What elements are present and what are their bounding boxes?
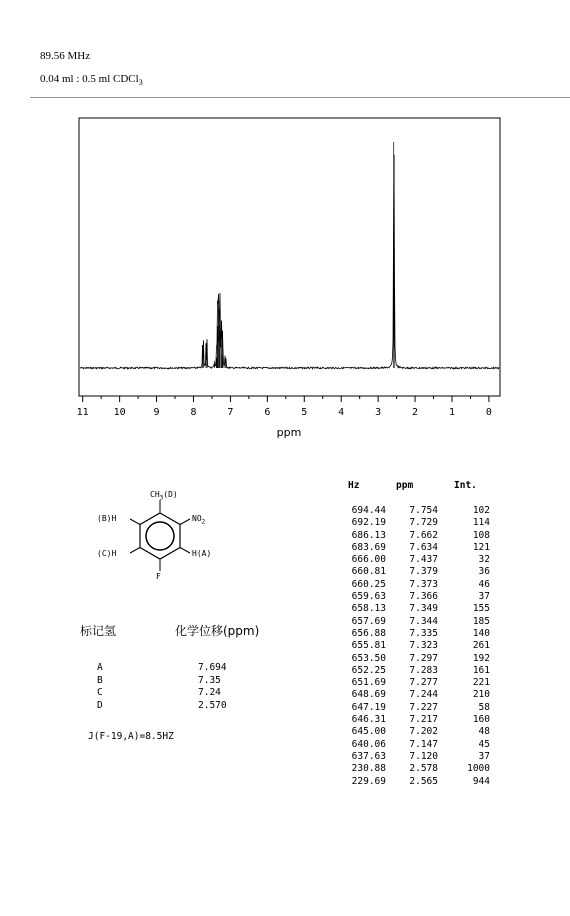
assignment-row bbox=[97, 687, 257, 700]
x-tick-label: 2 bbox=[412, 407, 419, 418]
peak-row bbox=[336, 628, 496, 640]
peak-hz: 651.69 bbox=[351, 677, 386, 689]
assignment-shift: 7.35 bbox=[198, 674, 221, 686]
peak-hz: 648.69 bbox=[351, 689, 386, 701]
peak-hz: 652.25 bbox=[351, 664, 386, 676]
peak-row bbox=[336, 554, 496, 566]
spectrum-peaks bbox=[203, 142, 395, 368]
peak-int: 221 bbox=[472, 677, 490, 689]
sample-subscript: 3 bbox=[138, 78, 143, 88]
peak-ppm: 7.729 bbox=[409, 517, 438, 529]
assignment-label: D bbox=[97, 699, 103, 711]
peak-int: 944 bbox=[472, 775, 490, 787]
no2-label: $NO_2$ bbox=[192, 514, 206, 526]
x-tick-label: 7 bbox=[227, 407, 234, 418]
peak-int: 102 bbox=[472, 505, 490, 516]
peak-hz: 646.31 bbox=[351, 714, 386, 726]
peak-hz: 637.63 bbox=[351, 750, 386, 762]
peak-row bbox=[336, 677, 496, 689]
peak-ppm: 7.227 bbox=[409, 701, 438, 713]
peak-row bbox=[336, 591, 496, 603]
x-tick-label: 8 bbox=[190, 407, 197, 418]
peak-row bbox=[336, 665, 496, 677]
assignment-shift: 7.24 bbox=[198, 687, 221, 698]
assignment-label: B bbox=[97, 674, 103, 686]
peak-hz: 686.13 bbox=[351, 529, 386, 541]
peak-hz: 683.69 bbox=[351, 541, 386, 553]
x-tick-label: 5 bbox=[301, 407, 308, 418]
peak-int: 46 bbox=[478, 578, 490, 590]
spectrometer-frequency: 89.56 MHz bbox=[40, 50, 91, 62]
hb-label: (B)H bbox=[97, 514, 117, 523]
peak-row bbox=[336, 776, 496, 788]
peak-ppm: 7.323 bbox=[409, 640, 438, 652]
assignment-row bbox=[97, 675, 257, 688]
peak-int: 37 bbox=[478, 591, 490, 603]
peak-ppm: 7.379 bbox=[409, 566, 438, 578]
ha-label: H(A) bbox=[192, 549, 212, 558]
peak-int: 37 bbox=[478, 750, 490, 762]
peak-int: 121 bbox=[472, 541, 490, 553]
x-tick-label: 0 bbox=[485, 407, 492, 418]
peak-col-int: Int. bbox=[454, 480, 477, 491]
peak-col-hz: Hz bbox=[348, 480, 360, 491]
peak-hz: 659.63 bbox=[351, 591, 386, 603]
peak-hz: 666.00 bbox=[351, 554, 386, 566]
peak-row bbox=[336, 616, 496, 628]
assignment-row bbox=[97, 700, 257, 713]
peak-hz: 647.19 bbox=[351, 701, 386, 713]
peak-row bbox=[336, 739, 496, 751]
peak-int: 36 bbox=[478, 566, 490, 578]
peak-int: 108 bbox=[472, 529, 490, 541]
assignment-col-shift: 化学位移(ppm) bbox=[175, 624, 260, 638]
peak-hz: 658.13 bbox=[351, 603, 386, 615]
x-tick-label: 1 bbox=[448, 407, 456, 418]
peak-hz: 645.00 bbox=[351, 726, 386, 738]
peak-ppm: 7.344 bbox=[409, 615, 438, 627]
benzene-ring-diagram bbox=[70, 478, 220, 608]
peak-int: 58 bbox=[478, 701, 490, 713]
peak-ppm: 7.366 bbox=[409, 591, 438, 603]
x-axis-ticks bbox=[83, 396, 489, 402]
peak-int: 45 bbox=[478, 738, 490, 750]
peak-ppm: 7.662 bbox=[409, 529, 438, 541]
peak-table bbox=[336, 505, 496, 788]
x-tick-label: 3 bbox=[375, 407, 382, 418]
peak-ppm: 2.565 bbox=[409, 775, 438, 787]
peak-ppm: 7.297 bbox=[409, 652, 438, 664]
peak-hz: 657.69 bbox=[351, 615, 386, 627]
peak-ppm: 7.437 bbox=[409, 554, 438, 566]
peak-ppm: 7.277 bbox=[409, 677, 438, 689]
peak-hz: 660.81 bbox=[351, 566, 386, 578]
assignment-list bbox=[97, 662, 257, 712]
spectrum-trace bbox=[80, 162, 499, 368]
peak-int: 192 bbox=[472, 652, 490, 664]
peak-hz: 692.19 bbox=[351, 517, 386, 529]
bond-hb bbox=[130, 519, 140, 525]
peak-ppm: 7.120 bbox=[409, 750, 438, 762]
peak-row bbox=[336, 566, 496, 578]
peak-ppm: 7.283 bbox=[409, 664, 438, 676]
peak-ppm: 7.244 bbox=[409, 689, 438, 701]
peak-int: 155 bbox=[472, 603, 490, 615]
peak-ppm: 7.202 bbox=[409, 726, 438, 738]
peak-row bbox=[336, 702, 496, 714]
assignment-col-label: 标记氢 bbox=[80, 624, 117, 638]
peak-row bbox=[336, 579, 496, 591]
peak-row bbox=[336, 714, 496, 726]
peak-ppm: 7.147 bbox=[409, 738, 438, 750]
peak-int: 114 bbox=[472, 517, 490, 529]
peak-row bbox=[336, 726, 496, 738]
peak-hz: 656.88 bbox=[351, 627, 386, 639]
peak-ppm: 7.754 bbox=[409, 505, 438, 516]
peak-int: 210 bbox=[472, 689, 490, 701]
coupling-constant: J(F-19,A)=8.5HZ bbox=[88, 731, 174, 742]
peak-row bbox=[336, 505, 496, 517]
f-label: F bbox=[156, 572, 161, 581]
x-tick-label: 10 bbox=[113, 407, 126, 418]
peak-ppm: 7.217 bbox=[409, 714, 438, 726]
peak-hz: 640.06 bbox=[351, 738, 386, 750]
bond-ha bbox=[180, 548, 190, 554]
peak-int: 261 bbox=[472, 640, 490, 652]
peak-ppm: 7.373 bbox=[409, 578, 438, 590]
x-tick-label: 9 bbox=[153, 407, 160, 418]
peak-hz: 655.81 bbox=[351, 640, 386, 652]
peak-int: 32 bbox=[478, 554, 490, 566]
x-axis-label: ppm bbox=[276, 426, 302, 439]
peak-row bbox=[336, 640, 496, 652]
peak-row bbox=[336, 530, 496, 542]
peak-ppm: 2.578 bbox=[409, 763, 438, 775]
peak-hz: 694.44 bbox=[351, 505, 386, 516]
x-axis-tick-labels bbox=[77, 407, 492, 418]
peak-hz: 660.25 bbox=[351, 578, 386, 590]
peak-hz: 230.88 bbox=[351, 763, 386, 775]
peak-row bbox=[336, 689, 496, 701]
assignment-shift: 2.570 bbox=[198, 699, 227, 711]
peak-row bbox=[336, 603, 496, 615]
peak-row bbox=[336, 517, 496, 529]
peak-int: 185 bbox=[472, 615, 490, 627]
peak-col-ppm: ppm bbox=[396, 480, 414, 491]
peak-int: 48 bbox=[478, 726, 490, 738]
aromatic-circle bbox=[146, 522, 174, 550]
bond-no2 bbox=[180, 519, 190, 525]
plot-frame bbox=[79, 118, 500, 396]
peak-int: 161 bbox=[472, 664, 490, 676]
peak-int: 140 bbox=[472, 627, 490, 639]
x-tick-label: 11 bbox=[76, 407, 89, 418]
peak-row bbox=[336, 751, 496, 763]
x-tick-label: 4 bbox=[338, 407, 345, 418]
peak-int: 1000 bbox=[467, 763, 490, 775]
peak-hz: 653.50 bbox=[351, 652, 386, 664]
peak-int: 160 bbox=[472, 714, 490, 726]
peak-ppm: 7.634 bbox=[409, 541, 438, 553]
hc-label: (C)H bbox=[97, 549, 117, 558]
peak-hz: 229.69 bbox=[351, 775, 386, 787]
peak-ppm: 7.349 bbox=[409, 603, 438, 615]
assignment-shift: 7.694 bbox=[198, 662, 227, 673]
bond-hc bbox=[130, 548, 140, 554]
assignment-row bbox=[97, 662, 257, 675]
sample-prefix: 0.04 ml : 0.5 ml CDCl bbox=[40, 73, 139, 85]
assignment-label: A bbox=[97, 662, 103, 673]
peak-row bbox=[336, 653, 496, 665]
peak-ppm: 7.335 bbox=[409, 627, 438, 639]
x-tick-label: 6 bbox=[264, 407, 271, 418]
ch3-label: $CH_3(D)$ bbox=[150, 490, 178, 502]
peak-row bbox=[336, 542, 496, 554]
peak-row bbox=[336, 763, 496, 775]
assignment-label: C bbox=[97, 687, 103, 698]
